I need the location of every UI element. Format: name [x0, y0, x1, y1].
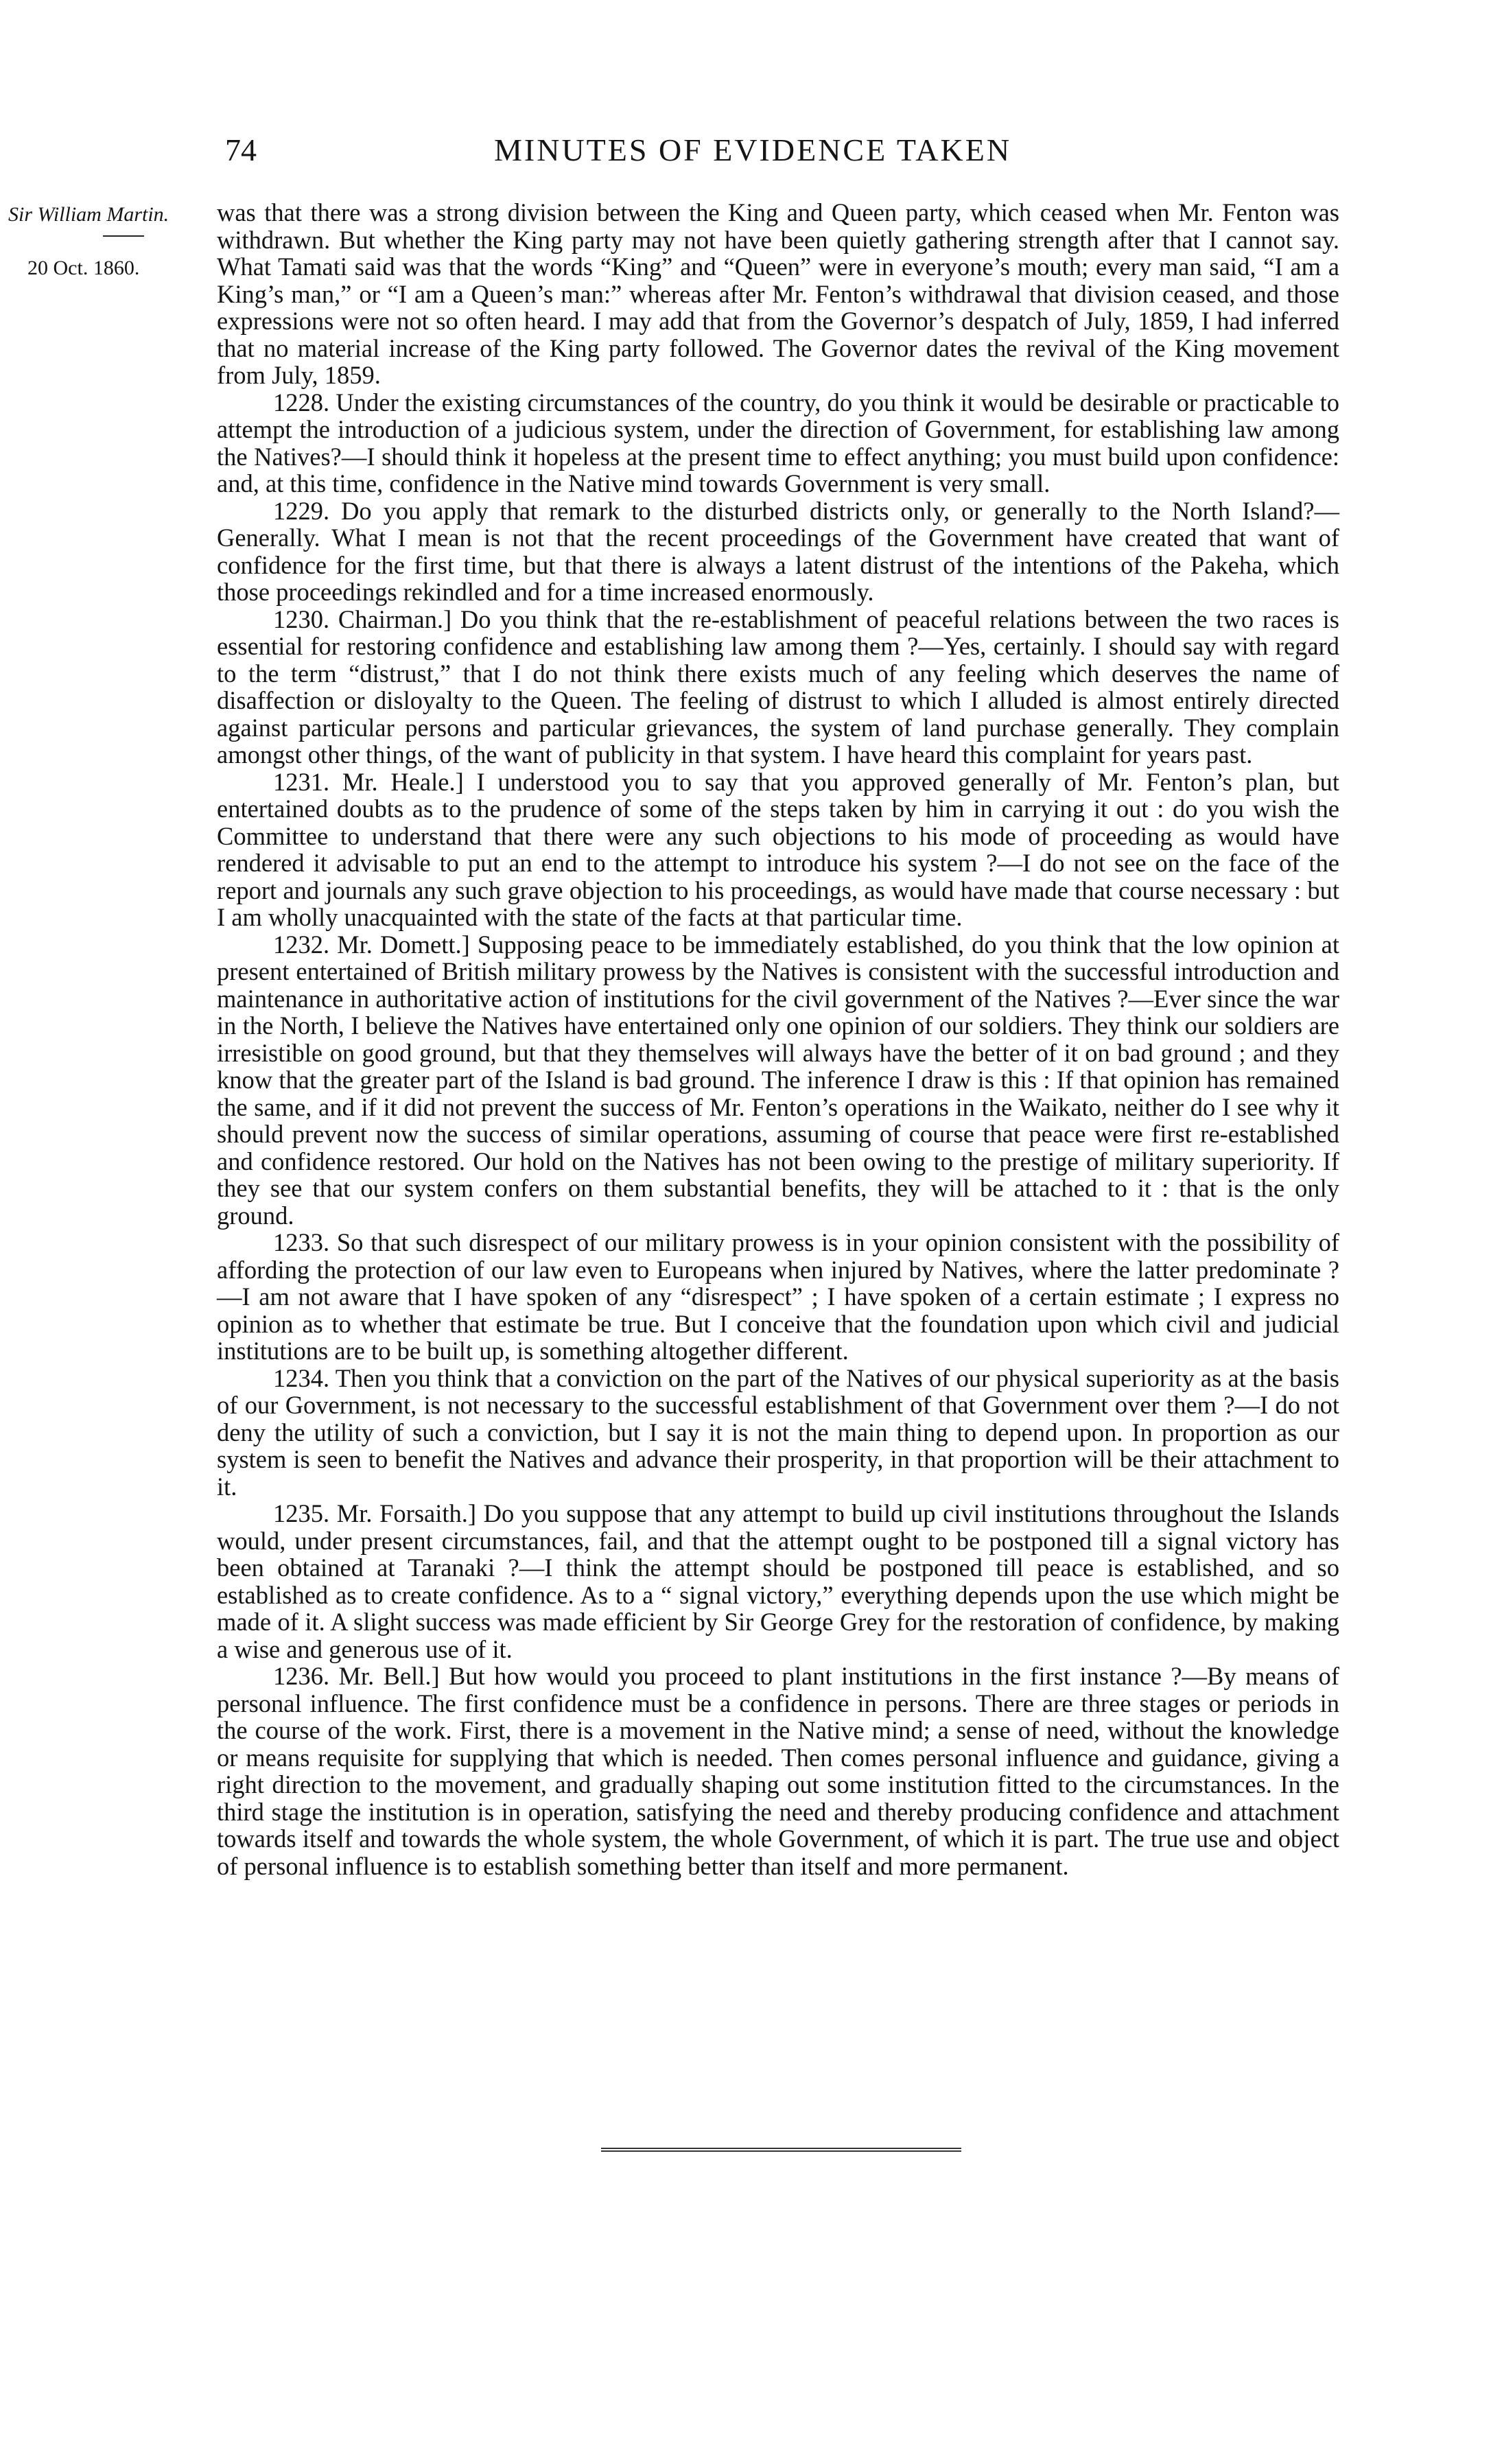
question-1231: 1231. Mr. Heale.] I understood you to say that you approved generally of Mr. Fenton’s plan, but entertained doubts as to the prudence of some of the steps taken by him in carrying it out : do you wish the Committee to understand that there were any such objections to his mode of proceeding as would have rendered it advisable to put an end to the attempt to introduce his system ?—I do not see on the face of the report and journals any such grave objection to his proceedings, as would have made that course necessary : but I am wholly unacquainted with the state of the facts at that particular time. — [217, 767, 1339, 931]
margin-witness-name: Sir William Martin. — [8, 203, 169, 226]
page-number: 74 — [225, 132, 257, 167]
question-1228: 1228. Under the existing circumstances of the country, do you think it would be desirable or practicable to attempt the introduction of a judicious system, under the direction of Government, for establishing law among the Natives?—I should think it hopeless at the present time to effect anything; you must build upon confidence: and, at this time, confidence in the Native mind towards Government is very small. — [217, 388, 1339, 497]
section-end-rule — [601, 2148, 961, 2152]
question-1232: 1232. Mr. Domett.] Supposing peace to be immediately established, do you think that the low opinion at present entertained of British military prowess by the Natives is consistent with the successful introduction and maintenance in authoritative action of institutions for the civil government of the Natives ?—Ever since the war in the North, I believe the Natives have entertained only one opinion of our soldiers. They think our soldiers are irresistible on good ground, but that they themselves will always have the better of it on bad ground ; and they know that the greater part of the Island is bad ground. The inference I draw is this : If that opinion has remained the same, and if it did not prevent the success of Mr. Fenton’s operations in the Waikato, neither do I see why it should prevent now the success of similar operations, assuming of course that peace were first re-established and confidence restored. Our hold on the Natives has not been owing to the prestige of military superiority. If they see that our system confers on them substantial benefits, they will be attached to it : that is the only ground. — [217, 930, 1339, 1230]
evidence-body — [217, 199, 1339, 1879]
margin-divider — [103, 235, 144, 237]
running-head: MINUTES OF EVIDENCE TAKEN — [494, 132, 1012, 167]
question-1230: 1230. Chairman.] Do you think that the re-establishment of peaceful relations between the two races is essential for restoring confidence and establishing law among them ?—Yes, certainly. I should say with regard to the term “distrust,” that I do not think there exists much of any feeling which deserves the name of disaffection or disloyalty to the Queen. The feeling of distrust to which I alluded is almost entirely directed against particular persons and particular grievances, the system of land purchase generally. They complain amongst other things, of the want of publicity in that system. I have heard this complaint for years past. — [217, 605, 1339, 768]
paragraph-continuation: was that there was a strong division between the King and Queen party, which ceased when Mr. Fenton was withdrawn. But whether the King party may not have been quietly gathering strength after that I cannot say. What Tamati said was that the words “King” and “Queen” were in everyone’s mouth; every man said, “I am a King’s man,” or “I am a Queen’s man:” whereas after Mr. Fenton’s withdrawal that division ceased, and those expressions were not so often heard. I may add that from the Governor’s despatch of July, 1859, I had inferred that no material increase of the King party followed. The Governor dates the revival of the King movement from July, 1859. — [217, 198, 1339, 389]
question-1236: 1236. Mr. Bell.] But how would you proceed to plant institutions in the first instance ?—By means of personal influence. The first confidence must be a confidence in persons. There are three stages or periods in the course of the work. First, there is a movement in the Native mind; a sense of need, without the knowledge or means requisite for supplying that which is needed. Then comes personal influence and guidance, giving a right direction to the movement, and gradually shaping out some institution fitted to the circumstances. In the third stage the institution is in operation, satisfying the need and thereby producing confidence and attachment towards itself and towards the whole system, the whole Government, of which it is part. The true use and object of personal influence is to establish something better than itself and more permanent. — [217, 1662, 1339, 1880]
margin-date: 20 Oct. 1860. — [27, 257, 140, 279]
question-1234: 1234. Then you think that a conviction on the part of the Natives of our physical superiority as at the basis of our Government, is not necessary to the successful establishment of that Government over them ?—I do not deny the utility of such a conviction, but I say it is not the main thing to depend upon. In proportion as our system is seen to benefit the Natives and advance their prosperity, in that proportion will be their attachment to it. — [217, 1363, 1339, 1501]
question-1229: 1229. Do you apply that remark to the disturbed districts only, or generally to the North Island?—Generally. What I mean is not that the recent proceedings of the Government have created that want of confidence for the first time, but that there is always a latent distrust of the intentions of the Pakeha, which those proceedings rekindled and for a time increased enormously. — [217, 496, 1339, 606]
question-1233: 1233. So that such disrespect of our military prowess is in your opinion consistent with the possibility of affording the protection of our law even to Europeans when injured by Natives, where the latter predominate ?—I am not aware that I have spoken of any “disrespect” ; I have spoken of a certain estimate ; I express no opinion as to whether that estimate be true. But I conceive that the foundation upon which civil and judicial institutions are to be built up, is something altogether different. — [217, 1228, 1339, 1365]
question-1235: 1235. Mr. Forsaith.] Do you suppose that any attempt to build up civil institutions throughout the Islands would, under present circumstances, fail, and that the attempt ought to be postponed till a signal victory has been obtained at Taranaki ?—I think the attempt should be postponed till peace is established, and so established as to create confidence. As to a “ signal victory,” everything depends upon the use which might be made of it. A slight success was made efficient by Sir George Grey for the restoration of confidence, by making a wise and generous use of it. — [217, 1499, 1339, 1663]
